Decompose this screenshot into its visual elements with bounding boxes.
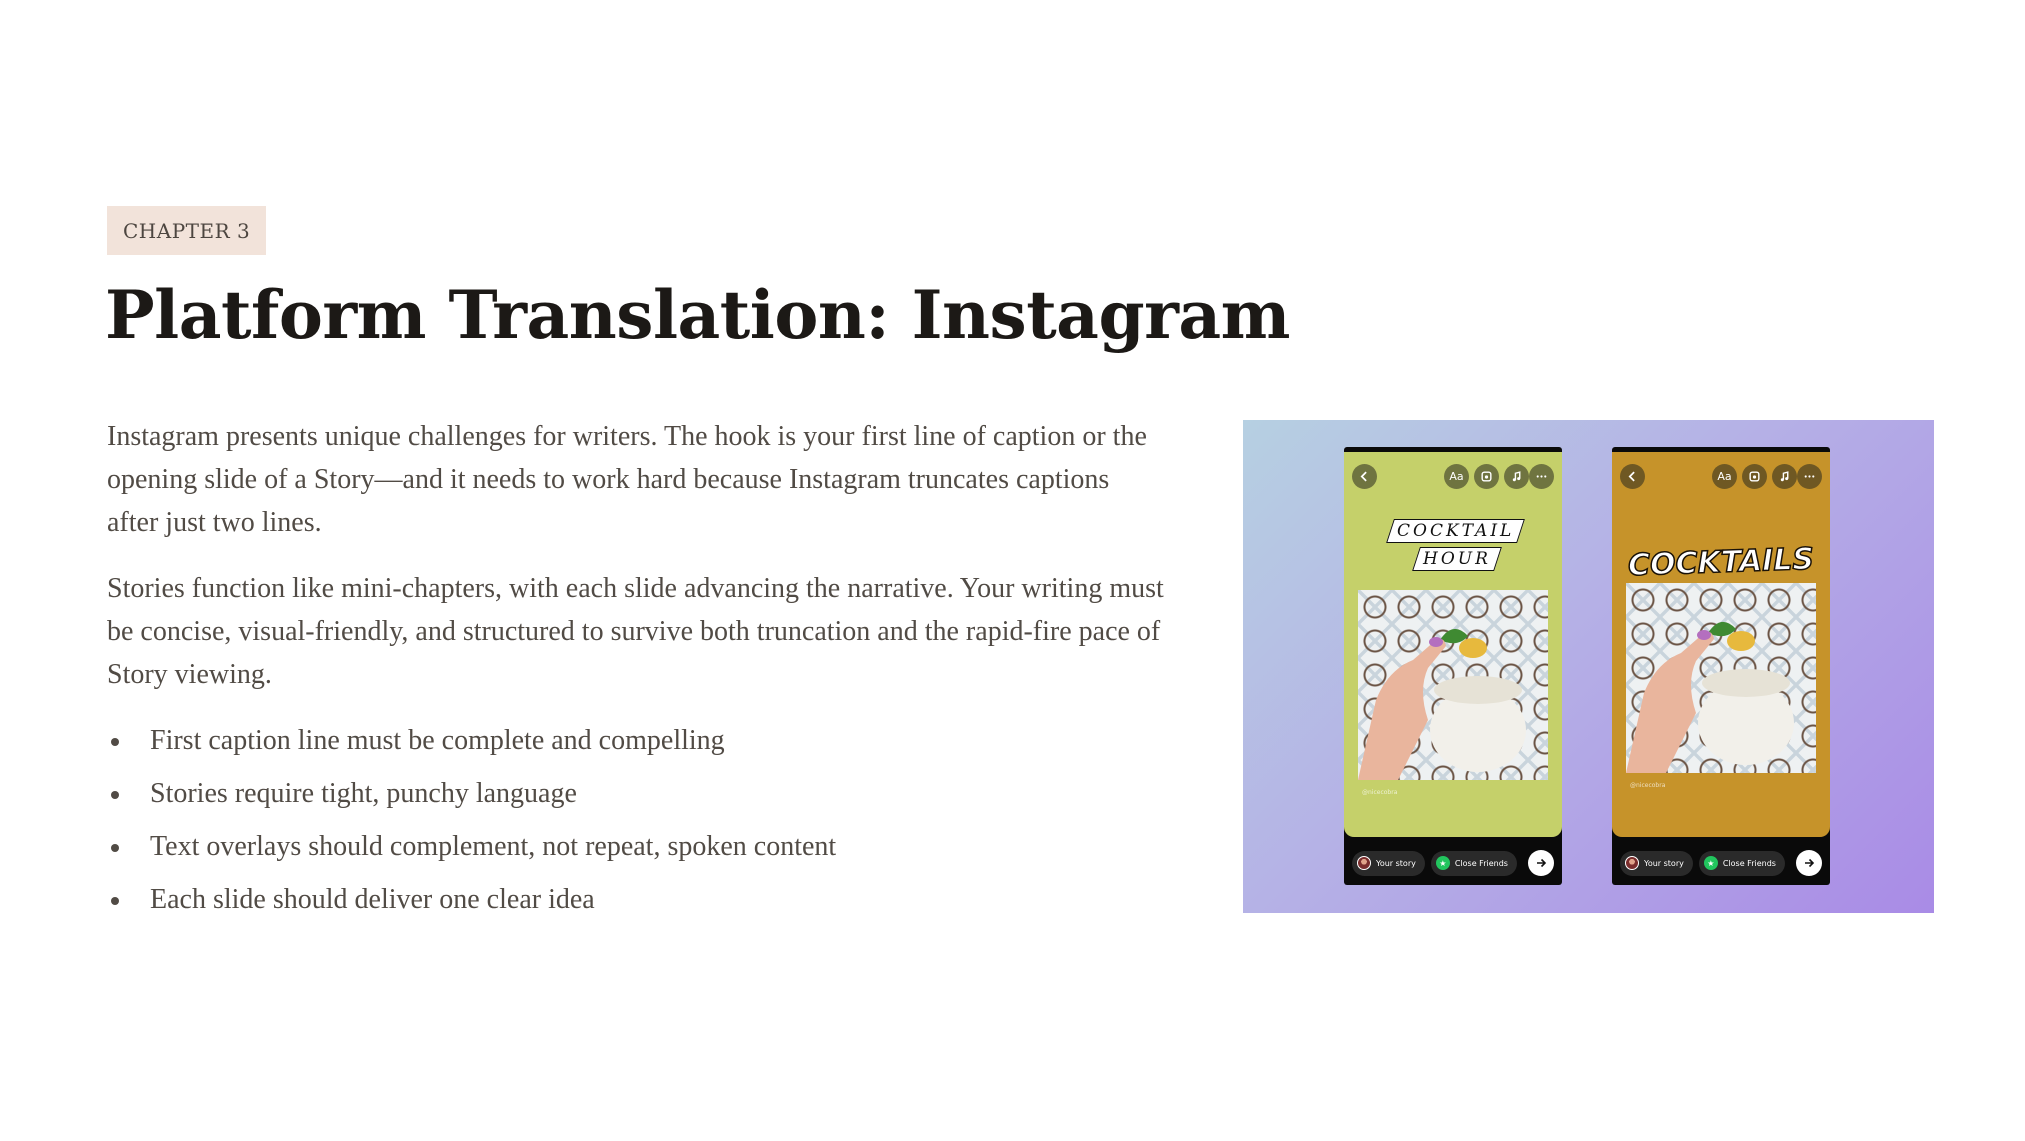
more-icon (1797, 464, 1822, 489)
share-bar (1612, 841, 1830, 885)
arrow-right-icon (1534, 856, 1548, 870)
your-story-button[interactable]: Your story (1620, 851, 1693, 876)
photo-credit: @nicecobra (1362, 789, 1398, 796)
bullet-list (107, 719, 1167, 921)
back-chevron-icon (1620, 464, 1645, 489)
body-text (107, 415, 1167, 931)
text-tool-icon: Aa (1444, 464, 1469, 489)
cocktail-photo (1626, 583, 1816, 773)
your-story-button[interactable]: Your story (1352, 851, 1425, 876)
music-icon (1504, 464, 1529, 489)
photo-credit: @nicecobra (1630, 782, 1666, 789)
avatar (1357, 856, 1371, 870)
bullet-item: Each slide should deliver one clear idea (107, 878, 1167, 921)
chapter-tag (107, 206, 266, 255)
overlay-text-cocktails: COCKTAILS (1627, 541, 1815, 584)
sticker-icon (1474, 464, 1499, 489)
back-chevron-icon (1352, 464, 1377, 489)
avatar (1625, 856, 1639, 870)
paragraph-1: Instagram presents unique challenges for writers. The hook is your first line of caption or the opening slide of a Story—and it needs to work hard because Instagram truncates captions after just two lines. (107, 421, 1147, 538)
story-mockup-1 (1344, 447, 1562, 885)
sticker-icon (1742, 464, 1767, 489)
star-icon: ★ (1436, 856, 1450, 870)
more-icon (1529, 464, 1554, 489)
overlay-text-cocktail: COCKTAIL (1386, 519, 1525, 543)
instagram-story-mockups-image (1243, 420, 1934, 913)
story-toolbar (1352, 464, 1554, 490)
story-screen (1612, 452, 1830, 837)
paragraph-2: Stories function like mini-chapters, with each slide advancing the narrative. Your writing must be concise, visual-friendly, and structured to survive both truncation and the rapid-fire pace of Story viewing. (107, 573, 1164, 690)
chapter-label: CHAPTER 3 (123, 218, 251, 243)
bullet-item: Text overlays should complement, not repeat, spoken content (107, 825, 1167, 868)
cocktail-photo (1358, 590, 1548, 780)
story-screen (1344, 452, 1562, 837)
close-friends-button[interactable]: ★ Close Friends (1699, 851, 1785, 876)
arrow-right-icon (1802, 856, 1816, 870)
bullet-item: First caption line must be complete and compelling (107, 719, 1167, 762)
page-title: Platform Translation: Instagram (105, 276, 1290, 354)
overlay-text-hour: HOUR (1412, 547, 1502, 571)
text-tool-icon: Aa (1712, 464, 1737, 489)
close-friends-button[interactable]: ★ Close Friends (1431, 851, 1517, 876)
story-mockup-2 (1612, 447, 1830, 885)
music-icon (1772, 464, 1797, 489)
star-icon: ★ (1704, 856, 1718, 870)
story-toolbar (1620, 464, 1822, 490)
send-arrow-button[interactable] (1796, 850, 1822, 876)
share-bar (1344, 841, 1562, 885)
bullet-item: Stories require tight, punchy language (107, 772, 1167, 815)
send-arrow-button[interactable] (1528, 850, 1554, 876)
